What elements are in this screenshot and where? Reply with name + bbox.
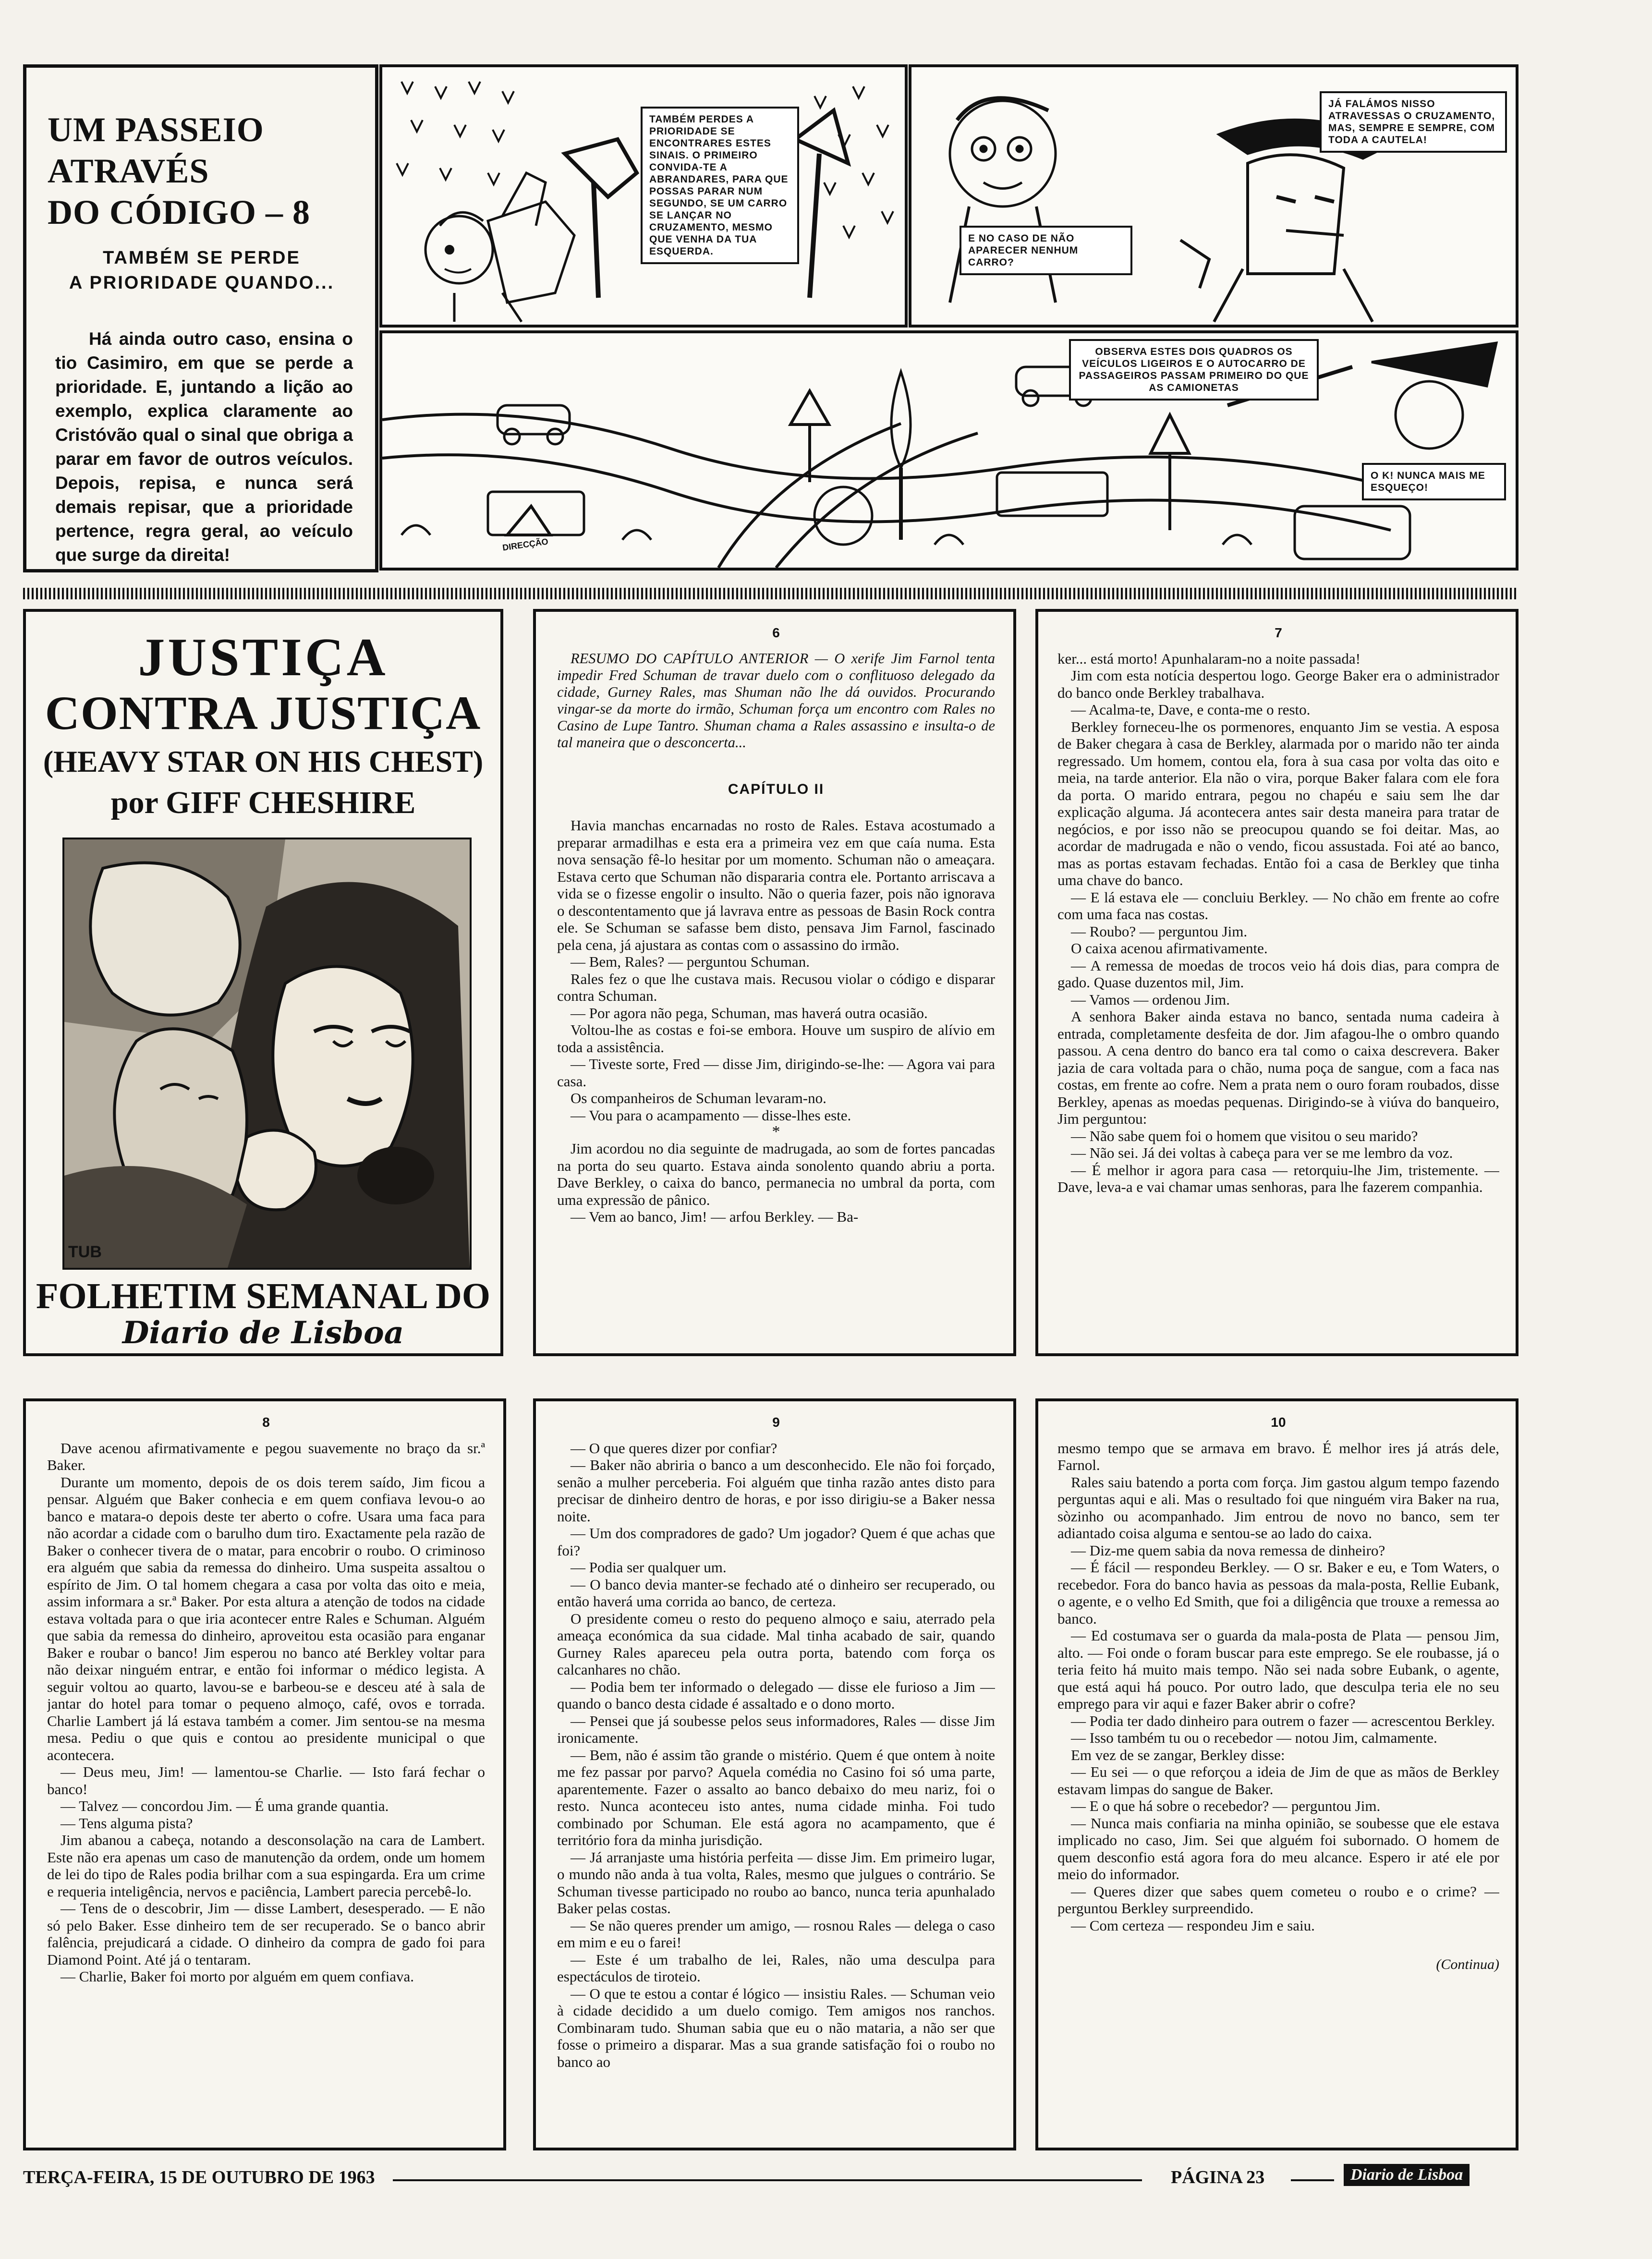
paragraph: — Tens de o descobrir, Jim — disse Lambert, desesperado. — E não só pelo Baker. Esse dinheiro tem de ser recuperado. Se o banco abrir falência, prejudicará a cidade. O dinheiro da compra de gado foi para Diamond Point. Até já o tentaram. bbox=[47, 1900, 485, 1968]
comic-bubble-4: OBSERVA ESTES DOIS QUADROS OS VEÍCULOS LIGEIROS E O AUTOCARRO DE PASSAGEIROS PASSAM PRIMEIRO DO QUE AS CAMIONETAS bbox=[1069, 339, 1319, 401]
paragraph: — Vou para o acampamento — disse-lhes este. bbox=[571, 1106, 851, 1124]
story-page-6 bbox=[557, 624, 995, 1349]
intro-body: Há ainda outro caso, ensina o tio Casimiro, em que se perde a prioridade. E, juntando a lição ao exemplo, explica claramente ao Cristóvão qual o sinal que obriga a parar em favor de outros veículos. Depois, repisa, e nunca será demais repisar, que a prioridade pertence, regra geral, ao veículo que surge da direita! bbox=[55, 329, 353, 565]
page-footer bbox=[23, 2163, 1518, 2192]
paragraph: — Diz-me quem sabia da nova remessa de dinheiro? bbox=[1071, 1542, 1385, 1559]
paragraph: — Deus meu, Jim! — lamentou-se Charlie. — Isto fará fechar o banco! bbox=[47, 1763, 485, 1797]
paragraph: Jim acordou no dia seguinte de madrugada, ao som de fortes pancadas na porta do seu quarto. Estava ainda sonolento quando abriu a porta. Dave Berkley, o caixa do banco, permanecia no umbral da porta, com uma expressão de pânico. bbox=[557, 1140, 995, 1208]
paragraph: — Ed costumava ser o guarda da mala-posta de Plata — pensou Jim, alto. — Foi onde o foram buscar para este emprego. Se ele roubasse, já o teria feito há muito mais tempo. Não sei nada sobre Eubank, o agente, que está aqui há pouco. Por outro lado, que desculpa teria ele no seu emprego para vir aqui e fazer Baker abrir o cofre? bbox=[1057, 1627, 1499, 1712]
footer-page-number: PÁGINA 23 bbox=[1171, 2167, 1265, 2187]
paragraph: Durante um momento, depois de os dois terem saído, Jim ficou a pensar. Alguém que Baker conhecia e em quem confiava levou-o ao banco e matara-o depois deste ter aberto o cofre. Usara uma faca para não acordar a cidade com o barulho dum tiro. Exactamente pela razão de Baker o conhecer tivera de o matar, para encobrir o roubo. O criminoso era alguém que sabia da remessa do dinheiro. Uma suspeita assaltou o espírito de Jim. O tal homem chegara a casa por volta das oito e meia, assim informara a sr.ª Baker. Por esta altura a atenção de todos na cidade estava voltada para o que iria acontecer entre Rales e Schuman. Alguém que sabia da remessa do dinheiro, aproveitou esta ocasião para enganar Baker e roubar o banco! Jim esperou no banco até Berkley voltar para não deixar ninguém entrar, e então foi informar o médico legista. A seguir voltou ao quarto, lavou-se e barbeou-se e desceu até à sala de jantar do hotel para tomar o pequeno almoço, café, ovos e torrada. Charlie Lambert já lá estava também a comer. Jim sentou-se na mesma mesa. Pediu o que quis e contou ao presidente municipal o que acontecera. bbox=[47, 1473, 485, 1763]
page-number: 9 bbox=[772, 1415, 780, 1430]
page-number: 6 bbox=[772, 625, 780, 640]
paragraph: — Talvez — concordou Jim. — É uma grande quantia. bbox=[61, 1797, 389, 1814]
story-footer-line2: Diario de Lisboa bbox=[122, 1315, 404, 1351]
paragraph: — O banco devia manter-se fechado até o dinheiro ser recuperado, ou então haverá uma corrida ao banco, de certeza. bbox=[557, 1576, 995, 1610]
intro-title bbox=[48, 109, 355, 233]
story-author: por GIFF CHESHIRE bbox=[110, 785, 416, 820]
paragraph: — Se não queres prender um amigo, — rosnou Rales — delega o caso em mim e eu o farei! bbox=[557, 1917, 995, 1951]
story-footer-line1: FOLHETIM SEMANAL DO bbox=[36, 1276, 490, 1316]
illustration-signature: TUB bbox=[68, 1243, 102, 1261]
paragraph: Rales saiu batendo a porta com força. Jim gastou algum tempo fazendo perguntas aqui e ali. Mas o resultado foi que ninguém vira Baker na rua, sòzinho ou acompanhado. Jim entrou de novo no banco, sem ter adiantado coisa alguma e sentou-se ao lado do caixa. bbox=[1057, 1473, 1499, 1542]
paragraph: — Eu sei — o que reforçou a ideia de Jim de que as mãos de Berkley estavam limpas do sangue de Baker. bbox=[1057, 1763, 1499, 1797]
paragraph: — Queres dizer que sabes quem cometeu o roubo e o crime? — perguntou Berkley surpreendido. bbox=[1057, 1882, 1499, 1917]
paragraph: — É fácil — respondeu Berkley. — O sr. Baker e eu, e Tom Waters, o recebedor. Fora do banco havia as pessoas da mala-posta, Rellie Eubank, o agente, e o velho Ed Smith, que foi a diligência que trouxe a remessa ao banco. bbox=[1057, 1559, 1499, 1627]
paragraph: — Podia bem ter informado o delegado — disse ele furioso a Jim — quando o banco desta cidade é assaltado e o dono morto. bbox=[557, 1678, 995, 1712]
paragraph: — Nunca mais confiaria na minha opinião, se soubesse que ele estava implicado no caso, Jim. Sei que alguém foi subornado. O homem de quem desconfio está agora fora do meu alcance. Espero ir até ele por meio do informador. bbox=[1057, 1814, 1499, 1882]
paragraph: — Vamos — ordenou Jim. bbox=[1071, 991, 1230, 1008]
paragraph: — Este é um trabalho de lei, Rales, não uma desculpa para espectáculos de tiroteio. bbox=[557, 1951, 995, 1985]
comic-intro-box bbox=[23, 64, 378, 572]
story-page-9 bbox=[557, 1414, 995, 2144]
comic-panel-3 bbox=[379, 330, 1518, 571]
story-title-line3: (HEAVY STAR ON HIS CHEST) bbox=[43, 744, 484, 778]
paragraph: — Tiveste sorte, Fred — disse Jim, dirigindo-se-lhe: — Agora vai para casa. bbox=[557, 1056, 995, 1090]
paragraph: — O que queres dizer por confiar? bbox=[571, 1439, 777, 1457]
paragraph: — E o que há sobre o recebedor? — perguntou Jim. bbox=[1071, 1797, 1381, 1814]
intro-subtitle-line1: TAMBÉM SE PERDE bbox=[103, 248, 301, 268]
paragraph: O presidente comeu o resto do pequeno almoço e saiu, aterrado pela ameaça económica da sua cidade. Mal tinha acabado de sair, quando Gurney Rales apareceu pela outra porta, batendo com força os calcanhares no chão. bbox=[557, 1610, 995, 1678]
paragraph: Dave acenou afirmativamente e pegou suavemente no braço da sr.ª Baker. bbox=[47, 1439, 485, 1473]
paragraph: — Com certeza — respondeu Jim e saiu. bbox=[1071, 1917, 1315, 1934]
page-number: 8 bbox=[262, 1415, 270, 1430]
story-summary: RESUMO DO CAPÍTULO ANTERIOR — O xerife Jim Farnol tenta impedir Fred Schuman de travar duelo com o conflituoso delegado da cidade, Gurney Rales, mas Shuman não lhe dá ouvidos. Procurando vingar-se da morte do irmão, Schuman força um encontro com Rales no Casino de Lupe Tantro. Shuman chama a Rales assassino e insulta-o de tal maneira que o desconcerta... bbox=[557, 650, 995, 751]
paragraph: — Por agora não pega, Schuman, mas haverá outra ocasião. bbox=[571, 1004, 928, 1021]
comic-panel-2 bbox=[909, 64, 1518, 328]
paragraph: A senhora Baker ainda estava no banco, sentada numa cadeira à entrada, completamente desfeita de dor. Jim afagou-lhe o ombro quando passou. A cena dentro do banco era tal como o caixa descrevera. Baker jazia de cara voltada para o chão, numa poça de sangue, com a faca nas costas, em frente ao cofre. Nem a prata nem o ouro foram roubados, disse Berkley, apenas as moedas pequenas. Dirigindo-se à viúva do banqueiro, Jim perguntou: bbox=[1057, 1008, 1499, 1127]
story-illustration bbox=[62, 838, 472, 1270]
paragraph: — A remessa de moedas de trocos veio há dois dias, para compra de gado. Quase duzentos mil, Jim. bbox=[1057, 957, 1499, 991]
comic-bubble-3: JÁ FALÁMOS NISSO ATRAVESSAS O CRUZAMENTO, MAS, SEMPRE E SEMPRE, COM TODA A CAUTELA! bbox=[1320, 91, 1507, 153]
story-illustration-art bbox=[64, 839, 470, 1268]
paragraph: Rales fez o que lhe custava mais. Recusou violar o código e disparar contra Schuman. bbox=[557, 970, 995, 1004]
paragraph: ker... está morto! Apunhalaram-no a noite passada! bbox=[1057, 650, 1360, 667]
comic-panel-1 bbox=[379, 64, 908, 328]
paragraph: O caixa acenou afirmativamente. bbox=[1071, 940, 1268, 957]
paragraph: — Isso também tu ou o recebedor — notou Jim, calmamente. bbox=[1071, 1729, 1437, 1746]
story-title-box bbox=[23, 609, 503, 1356]
story-title-line2: CONTRA JUSTIÇA bbox=[45, 686, 482, 740]
footer-masthead: Diario de Lisboa bbox=[1344, 2164, 1470, 2186]
chapter-heading: CAPÍTULO II bbox=[728, 781, 825, 797]
paragraph: — Acalma-te, Dave, e conta-me o resto. bbox=[1071, 701, 1311, 718]
paragraph: Voltou-lhe as costas e foi-se embora. Houve um suspiro de alívio em toda a assistência. bbox=[557, 1021, 995, 1056]
paragraph: Berkley forneceu-lhe os pormenores, enquanto Jim se vestia. A esposa de Baker chegara à casa de Berkley, alarmada por o marido não ter ainda regressado. Um homem, contou ela, fora à sua casa por volta das oito e meia, na tarde anterior. Ela não o vira, porque Baker falara com ele fora da porta. O marido entrara, pegou no chapéu e saiu sem lhe dar explicação alguma. Já acontecera antes sair desta maneira para tratar de negócios, e por isso não se preocupou quando se foi deitar. Mas, ao acordar de madrugada e não o vendo, ficou assustada. Foi até ao banco, mas as portas estavam fechadas. Então foi a casa de Berkley que tinha uma chave do banco. bbox=[1057, 718, 1499, 888]
paragraph: Havia manchas encarnadas no rosto de Rales. Estava acostumado a preparar armadilhas e esta era a primeira vez em que caía numa. Esta nova sensação fê-lo hesitar por um momento. Schuman não o ameaçara. Estava certo que Schuman não dispararia contra ele. Portanto arriscava a vida se o fizesse engolir o insulto. Não o queria fazer, pois não ignorava o descontentamento que já lavrava entre as pessoas de Basin Rock contra ele. Se Schuman se safasse bem disto, pensava Jim Farnol, fascinado pela cena, já ajustara as contas com o assassino do irmão. bbox=[557, 817, 995, 953]
paragraph: Jim com esta notícia despertou logo. George Baker era o administrador do banco onde Berkley trabalhava. bbox=[1057, 667, 1499, 701]
paragraph: — Podia ter dado dinheiro para outrem o fazer — acrescentou Berkley. bbox=[1071, 1712, 1495, 1729]
paragraph: Em vez de se zangar, Berkley disse: bbox=[1071, 1746, 1285, 1763]
comic-bubble-5: O K! NUNCA MAIS ME ESQUEÇO! bbox=[1362, 463, 1506, 500]
section-divider bbox=[23, 588, 1518, 599]
comic-bubble-1: TAMBÉM PERDES A PRIORIDADE SE ENCONTRARES ESTES SINAIS. O PRIMEIRO CONVIDA-TE A ABRANDARES, PARA QUE POSSAS PARAR NUM SEGUNDO, SE UM CARRO SE LANÇAR NO CRUZAMENTO, MESMO QUE VENHA DA TUA ESQUERDA. bbox=[641, 107, 799, 264]
comic-bubble-2: E NO CASO DE NÃO APARECER NENHUM CARRO? bbox=[960, 226, 1132, 275]
paragraph: — Charlie, Baker foi morto por alguém em quem confiava. bbox=[61, 1968, 414, 1985]
story-page-6-box bbox=[533, 609, 1016, 1356]
intro-title-line2: DO CÓDIGO – 8 bbox=[48, 193, 311, 231]
paragraph: — Vem ao banco, Jim! — arfou Berkley. — Ba- bbox=[571, 1208, 859, 1225]
footer-date: TERÇA-FEIRA, 15 DE OUTUBRO DE 1963 bbox=[23, 2167, 375, 2187]
story-page-9-box bbox=[533, 1398, 1016, 2150]
paragraph: Os companheiros de Schuman levaram-no. bbox=[571, 1090, 826, 1106]
continua-label: (Continua) bbox=[1436, 1956, 1499, 1972]
paragraph: — E lá estava ele — concluiu Berkley. — No chão em frente ao cofre com uma faca nas costas. bbox=[1057, 888, 1499, 923]
page-number: 10 bbox=[1271, 1415, 1286, 1430]
story-page-10 bbox=[1057, 1414, 1499, 2144]
story-page-8 bbox=[47, 1414, 485, 2144]
road-sign-label: DIRECÇÃO bbox=[502, 536, 549, 553]
intro-subtitle bbox=[46, 245, 358, 295]
intro-title-line1: UM PASSEIO ATRAVÉS bbox=[48, 110, 264, 190]
paragraph: — Não sei. Já dei voltas à cabeça para ver se me lembro da voz. bbox=[1071, 1144, 1453, 1161]
paragraph: — Baker não abriria o banco a um desconhecido. Ele não foi forçado, senão a mulher perceberia. Foi alguém que tinha razão antes disto para precisar de dinheiro dentro de horas, e por isso dirigiu-se a Baker nessa noite. bbox=[557, 1457, 995, 1525]
footer-rule-right bbox=[1291, 2179, 1334, 2181]
story-title-line1: JUSTIÇA bbox=[138, 628, 389, 687]
section-star: * bbox=[772, 1123, 780, 1141]
page-number: 7 bbox=[1275, 625, 1282, 640]
story-page-7 bbox=[1057, 624, 1499, 1349]
footer-rule-left bbox=[393, 2179, 1142, 2181]
paragraph: mesmo tempo que se armava em bravo. É melhor ires já atrás dele, Farnol. bbox=[1057, 1439, 1499, 1473]
paragraph: — Não sabe quem foi o homem que visitou o seu marido? bbox=[1071, 1127, 1418, 1144]
paragraph: Jim abanou a cabeça, notando a desconsolação na cara de Lambert. Este não era apenas um caso de manutenção da ordem, onde um homem de lei do tipo de Rales podia brilhar com a sua espingarda. Era um crime e requeria inteligência, nervos e paciência, Lambert parecia percebê-lo. bbox=[47, 1832, 485, 1900]
paragraph: — Roubo? — perguntou Jim. bbox=[1071, 923, 1248, 940]
paragraph: — Bem, não é assim tão grande o mistério. Quem é que ontem à noite me fez passar por parvo? Aquela comédia no Casino foi só uma parte, aparentemente. Fazer o assalto ao banco debaixo do meu nariz, foi o resto. Nunca aconteceu isto antes, numa cidade minha. Foi tudo combinado por Schuman. Ele está agora no acampamento, que é território fora da minha jurisdição. bbox=[557, 1746, 995, 1848]
paragraph: — É melhor ir agora para casa — retorquiu-lhe Jim, tristemente. — Dave, leva-a e vai chamar umas senhoras, para lhe fazerem companhia. bbox=[1057, 1161, 1499, 1195]
story-page-8-box bbox=[23, 1398, 506, 2150]
paragraph: — Já arranjaste uma história perfeita — disse Jim. Em primeiro lugar, o mundo não anda à tua volta, Rales, mesmo que julgues o contrário. Se Schuman tivesse participado no roubo ao banco, nunca teria apunhalado Baker pelas costas. bbox=[557, 1848, 995, 1917]
paragraph: — Pensei que já soubesse pelos seus informadores, Rales — disse Jim ironicamente. bbox=[557, 1712, 995, 1746]
intro-subtitle-line2: A PRIORIDADE QUANDO... bbox=[69, 273, 335, 293]
paragraph: — Tens alguma pista? bbox=[61, 1814, 193, 1832]
paragraph: — Bem, Rales? — perguntou Schuman. bbox=[571, 953, 810, 970]
story-page-7-box bbox=[1035, 609, 1518, 1356]
paragraph: — Podia ser qualquer um. bbox=[571, 1559, 727, 1576]
paragraph: — O que te estou a contar é lógico — insistiu Rales. — Schuman veio à cidade decidido a um duelo comigo. Tem amigos nos ranchos. Combinaram tudo. Shuman sabia que eu o não mataria, a não ser que fosse o primeiro a disparar. Mas a sua grande satisfação foi o roubo no banco ao bbox=[557, 1985, 995, 2070]
story-page-10-box bbox=[1035, 1398, 1518, 2150]
paragraph: — Um dos compradores de gado? Um jogador? Quem é que achas que foi? bbox=[557, 1525, 995, 1559]
comic-panel-3-art bbox=[382, 333, 1516, 568]
